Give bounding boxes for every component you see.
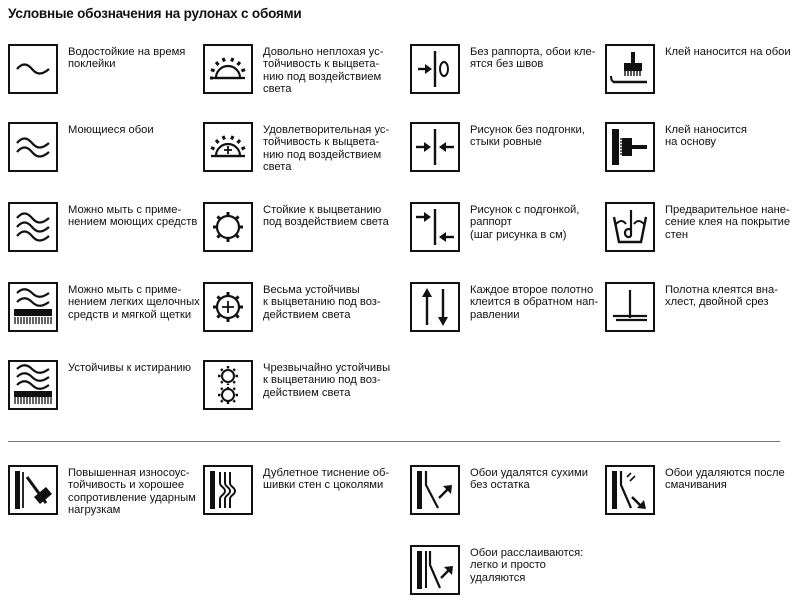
hammer-icon	[10, 467, 56, 513]
sun-plus-icon	[205, 284, 251, 330]
symbol-straight-match	[410, 122, 610, 182]
symbol-light-fastness-satisfactory	[203, 122, 403, 182]
symbol-label: Устойчивы к истиранию	[68, 362, 192, 374]
page-title: Условные обозначения на рулонах с обоями	[8, 6, 302, 21]
symbol-label: Клей наносится на обои	[665, 46, 791, 58]
symbol-duplex-embossing	[203, 465, 403, 525]
straight-match-icon	[412, 124, 458, 170]
triple-wave-icon	[10, 204, 56, 250]
single-wave-icon	[10, 46, 56, 92]
water-trough-icon	[607, 204, 653, 250]
double-cut-icon	[607, 284, 653, 330]
symbol-label: Рисунок без подгонки, стыки ровные	[470, 124, 585, 149]
symbol-washable	[8, 122, 208, 182]
symbol-label: Моющиеся обои	[68, 124, 154, 136]
symbol-light-fastness-fair	[203, 44, 403, 104]
paste-paper-icon	[607, 46, 653, 92]
paste-wall-icon	[607, 124, 653, 170]
symbol-label: Обои удалятся сухими без остатка	[470, 467, 588, 492]
symbol-label: Предварительное нане- сение клея на покрытие стен	[665, 204, 791, 241]
symbol-abrasion-resistant	[8, 360, 208, 420]
symbol-no-pattern-repeat	[410, 44, 610, 104]
waves-with-brush-icon	[10, 284, 56, 330]
half-sun-icon	[205, 46, 251, 92]
symbol-label: Можно мыть с приме- нением легких щелочных средств и мягкой щетки	[68, 284, 200, 321]
symbol-label: Довольно неплохая ус- тойчивость к выцвета- нию под воздействием света	[263, 46, 384, 96]
symbol-reverse-hanging	[410, 282, 610, 342]
symbol-label: Дублетное тиснение об- шивки стен с цоколями	[263, 467, 390, 492]
symbol-label: Стойкие к выцветанию под воздействием света	[263, 204, 389, 229]
peel-off-icon	[412, 467, 458, 513]
symbol-label: Чрезвычайно устойчивы к выцветанию под воз- действием света	[263, 362, 391, 399]
section-divider	[8, 441, 780, 442]
reverse-hang-icon	[412, 284, 458, 330]
symbol-label: Можно мыть с приме- нением моющих средств	[68, 204, 198, 229]
symbol-label: Без раппорта, обои кле- ятся без швов	[470, 46, 596, 71]
symbol-label: Полотна клеятся вна- хлест, двойной срез	[665, 284, 778, 309]
waves-with-brush-heavy-icon	[10, 362, 56, 408]
symbol-waterproof-while-hanging	[8, 44, 208, 104]
symbol-prepasted	[605, 202, 800, 262]
peel-layer-icon	[412, 547, 458, 593]
offset-match-icon	[412, 204, 458, 250]
symbol-label: Рисунок с подгонкой, раппорт (шаг рисунка в см)	[470, 204, 580, 241]
symbol-label: Обои расслаиваются: легко и просто удаляются	[470, 547, 584, 584]
double-sun-icon	[205, 362, 251, 408]
symbol-label: Каждое второе полотно клеится в обратном нап- равлении	[470, 284, 599, 321]
symbol-label: Весьма устойчивы к выцветанию под воз- действием света	[263, 284, 381, 321]
symbol-light-fastness-good	[203, 202, 403, 262]
wet-removal-icon	[607, 467, 653, 513]
symbol-light-fastness-very-good	[203, 282, 403, 342]
duplex-emboss-icon	[205, 467, 251, 513]
symbol-label: Удовлетворительная ус- тойчивость к выцвета- нию под воздействием света	[263, 124, 390, 174]
sun-icon	[205, 204, 251, 250]
symbol-label: Водостойкие на время поклейки	[68, 46, 186, 71]
symbol-label: Клей наносится на основу	[665, 124, 747, 149]
symbol-offset-match	[410, 202, 610, 262]
half-sun-plus-icon	[205, 124, 251, 170]
symbol-dry-strippable	[410, 465, 610, 525]
symbol-impact-resistant	[8, 465, 208, 525]
symbol-peelable	[410, 545, 610, 605]
symbol-paste-the-paper	[605, 44, 800, 104]
double-wave-icon	[10, 124, 56, 170]
symbol-overlap-double-cut	[605, 282, 800, 342]
symbol-wet-removable	[605, 465, 800, 525]
free-match-icon	[412, 46, 458, 92]
symbol-paste-the-wall	[605, 122, 800, 182]
symbol-label: Повышенная износоус- тойчивость и хорошее сопротивление ударным нагрузкам	[68, 467, 196, 517]
symbol-label: Обои удаляются после смачивания	[665, 467, 785, 492]
symbol-scrubbable-detergent	[8, 202, 208, 262]
symbol-light-fastness-excellent	[203, 360, 403, 420]
symbol-scrubbable-brush	[8, 282, 208, 342]
